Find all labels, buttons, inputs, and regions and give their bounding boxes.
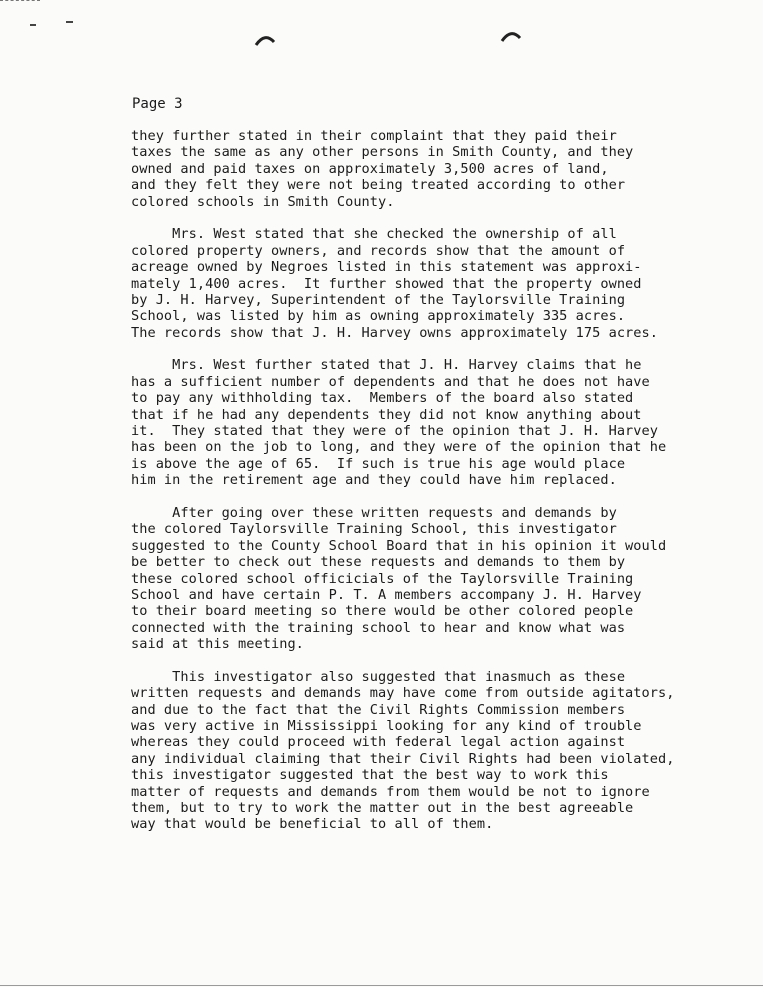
text-line: be better to check out these requests and demands to them by <box>131 554 626 571</box>
text-line: and due to the fact that the Civil Rights Commission members <box>131 701 626 718</box>
scan-speck <box>66 21 73 23</box>
text-line: and they felt they were not being treated according to other <box>131 177 626 194</box>
text-line: it. They stated that they were of the opinion that J. H. Harvey <box>131 423 658 440</box>
text-line: to pay any withholding tax. Members of the board also stated <box>131 390 634 407</box>
text-line: this investigator suggested that the best way to work this <box>131 767 609 784</box>
text-line: that if he had any dependents they did not know anything about <box>131 406 642 423</box>
punch-hole-mark-left <box>254 34 276 46</box>
text-line: After going over these written requests and demands by <box>131 504 617 521</box>
text-line: The records show that J. H. Harvey owns approximately 175 acres. <box>131 324 658 341</box>
text-line: This investigator also suggested that inasmuch as these <box>131 668 626 685</box>
text-line: they further stated in their complaint that they paid their <box>131 128 617 144</box>
text-line: has a sufficient number of dependents and that he does not have <box>131 373 650 390</box>
paragraph-4 <box>131 505 731 653</box>
text-line: these colored school officicials of the Taylorsville Training <box>131 570 634 587</box>
text-line: is above the age of 65. If such is true his age would place <box>131 455 626 472</box>
text-line: suggested to the County School Board that in his opinion it would <box>131 537 667 554</box>
text-line: by J. H. Harvey, Superintendent of the Taylorsville Training <box>131 291 626 308</box>
scan-edge-mark <box>0 0 40 1</box>
text-line: connected with the training school to hear and know what was <box>131 619 626 636</box>
text-line: any individual claiming that their Civil Rights had been violated, <box>131 750 675 767</box>
text-line: taxes the same as any other persons in Smith County, and they <box>131 144 634 161</box>
text-line: Mrs. West stated that she checked the ownership of all <box>131 226 617 243</box>
text-line: to their board meeting so there would be other colored people <box>131 603 634 620</box>
text-line: Mrs. West further stated that J. H. Harvey claims that he <box>131 357 642 374</box>
text-line: said at this meeting. <box>131 636 304 653</box>
text-line: acreage owned by Negroes listed in this statement was approxi- <box>131 259 642 276</box>
scan-bottom-edge <box>0 985 763 986</box>
text-line: has been on the job to long, and they were of the opinion that he <box>131 439 667 456</box>
text-line: was very active in Mississippi looking for any kind of trouble <box>131 718 642 735</box>
text-line: the colored Taylorsville Training School, this investigator <box>131 521 617 538</box>
paragraph-2 <box>131 226 731 341</box>
paragraph-3 <box>131 357 731 488</box>
text-line: way that would be beneficial to all of them. <box>131 816 494 833</box>
text-line: colored schools in Smith County. <box>131 193 395 210</box>
text-line: colored property owners, and records show that the amount of <box>131 242 626 259</box>
text-line: School and have certain P. T. A members accompany J. H. Harvey <box>131 586 642 603</box>
paragraph-5 <box>131 669 731 833</box>
text-line: written requests and demands may have come from outside agitators, <box>131 685 675 702</box>
text-line: them, but to try to work the matter out in the best agreeable <box>131 800 634 817</box>
text-line: owned and paid taxes on approximately 3,500 acres of land, <box>131 160 609 177</box>
punch-hole-mark-right <box>500 30 522 42</box>
scan-speck <box>30 24 36 26</box>
paragraph-1 <box>131 128 731 210</box>
text-line: whereas they could proceed with federal legal action against <box>131 734 626 751</box>
text-line: School, was listed by him as owning approximately 335 acres. <box>131 308 626 325</box>
text-line: mately 1,400 acres. It further showed that the property owned <box>131 275 642 292</box>
letter-body <box>131 128 731 833</box>
page-number: Page 3 <box>132 96 183 112</box>
text-line: him in the retirement age and they could have him replaced. <box>131 472 617 489</box>
text-line: matter of requests and demands from them would be not to ignore <box>131 783 650 800</box>
